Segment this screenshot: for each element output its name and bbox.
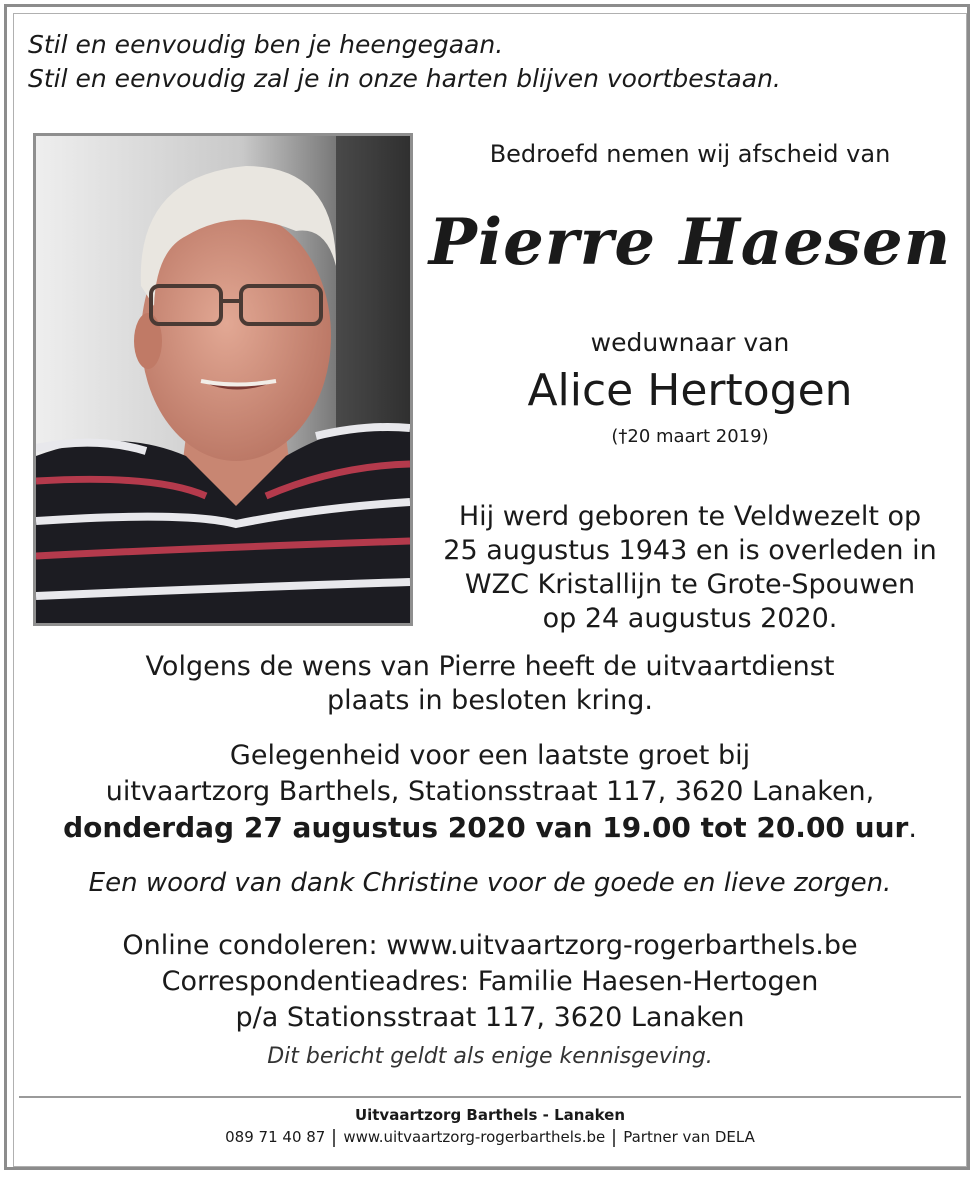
ceremony-line-2: plaats in besloten kring. <box>327 685 653 716</box>
motto <box>28 28 928 96</box>
online-condolence: Online condoleren: www.uitvaartzorg-rogerbarthels.be <box>122 930 858 961</box>
footer-divider <box>19 1096 961 1098</box>
ceremony-info <box>40 650 940 718</box>
bio-line: Hij werd geboren te Veldwezelt op <box>458 501 922 532</box>
biography <box>420 500 960 636</box>
visitation-info <box>30 738 950 847</box>
spouse-death-date: (†20 maart 2019) <box>611 426 769 447</box>
spouse-name: Alice Hertogen <box>527 365 853 416</box>
visitation-date-row <box>30 810 950 847</box>
thanks-note: Een woord van dank Christine voor de goede en lieve zorgen. <box>88 868 892 898</box>
footer-partner: Partner van DELA <box>623 1128 755 1146</box>
correspondence-address: Correspondentieadres: Familie Haesen-Hertogen <box>161 966 819 997</box>
visitation-line-2: uitvaartzorg Barthels, Stationsstraat 117, 3620 Lanaken, <box>105 776 875 807</box>
ear <box>134 313 162 369</box>
visitation-line-1: Gelegenheid voor een laatste groet bij <box>229 740 751 771</box>
bio-line: WZC Kristallijn te Grote-Spouwen <box>464 569 916 600</box>
bio-line: op 24 augustus 2020. <box>542 603 838 634</box>
portrait-photo <box>33 133 413 626</box>
footer-company: Uitvaartzorg Barthels - Lanaken <box>354 1106 626 1124</box>
contact-info <box>30 928 950 1036</box>
visitation-date: donderdag 27 augustus 2020 van 19.00 tot 20.00 uur <box>63 811 909 844</box>
footer-phone: 089 71 40 87 <box>225 1128 326 1146</box>
motto-line-2: Stil en eenvoudig zal je in onze harten blijven voortbestaan. <box>28 64 781 93</box>
motto-line-1: Stil en eenvoudig ben je heengegaan. <box>28 30 504 59</box>
footer-separator <box>613 1129 615 1147</box>
bio-line: 25 augustus 1943 en is overleden in <box>443 535 937 566</box>
notice-text: Dit bericht geldt als enige kennisgeving. <box>267 1044 713 1069</box>
intro-text: Bedroefd nemen wij afscheid van <box>489 140 891 168</box>
visitation-date-end: . <box>908 813 917 844</box>
ceremony-line-1: Volgens de wens van Pierre heeft de uitvaartdienst <box>145 651 835 682</box>
footer-contact-line <box>30 1128 950 1147</box>
footer-separator <box>333 1129 335 1147</box>
deceased-name: Pierre Haesen <box>428 205 952 280</box>
portrait-illustration <box>36 136 410 623</box>
widow-label: weduwnaar van <box>590 328 790 357</box>
footer-website: www.uitvaartzorg-rogerbarthels.be <box>343 1128 606 1146</box>
correspondence-street: p/a Stationsstraat 117, 3620 Lanaken <box>235 1002 745 1033</box>
